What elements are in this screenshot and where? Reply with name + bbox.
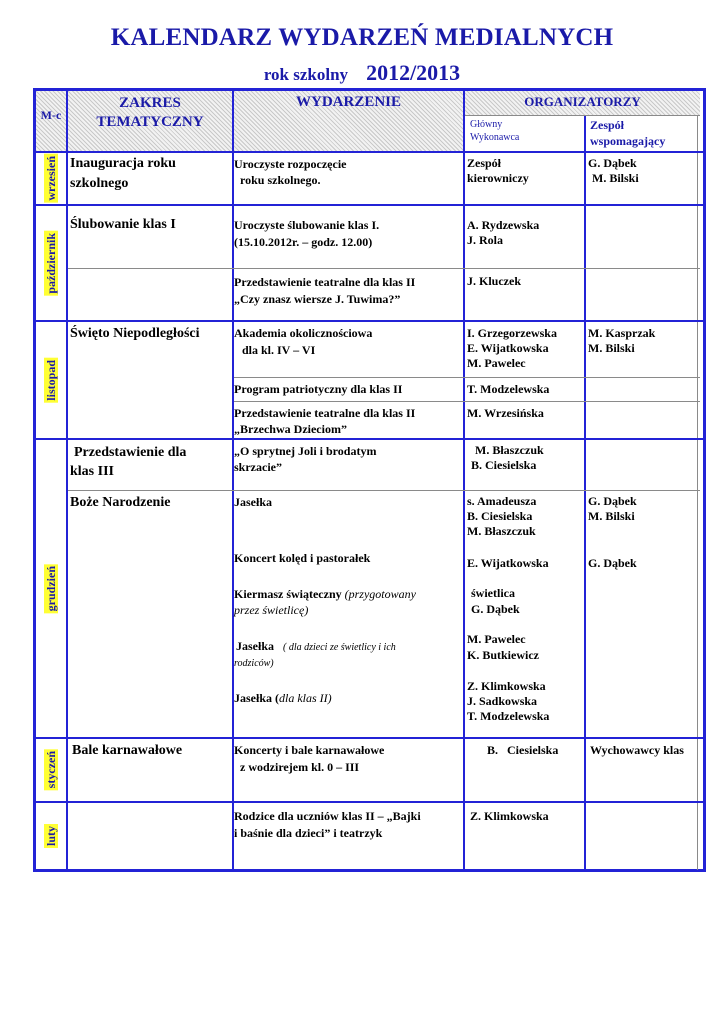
topic-cell: Inauguracja roku szkolnego bbox=[70, 156, 176, 191]
month-label: styczeń bbox=[44, 751, 58, 789]
event-note: przez świetlicę) bbox=[234, 603, 309, 617]
school-year-label: rok szkolny bbox=[263, 65, 349, 84]
event-line: dla kl. IV – VI bbox=[242, 343, 316, 357]
grid-line bbox=[36, 438, 703, 440]
support-team: M. Kasprzak bbox=[588, 326, 656, 340]
main-executor: Z. Klimkowska bbox=[470, 809, 549, 823]
topic-cell: Boże Narodzenie bbox=[70, 495, 171, 510]
event-line: „Brzechwa Dzieciom” bbox=[234, 422, 347, 436]
page-title: KALENDARZ WYDARZEŃ MEDIALNYCH bbox=[110, 24, 614, 51]
support-team: G. Dąbek bbox=[588, 156, 637, 170]
topic-cell: Ślubowanie klas I bbox=[70, 217, 176, 232]
main-executor: M. Pawelec bbox=[467, 356, 526, 370]
header-main-executor: Główny Wykonawca bbox=[470, 119, 520, 143]
event-line: z wodzirejem kl. 0 – III bbox=[240, 760, 360, 774]
main-executor: J. Sadkowska bbox=[467, 694, 538, 708]
event-text: Jasełka bbox=[236, 639, 275, 653]
support-team: G. Dąbek bbox=[588, 494, 637, 508]
main-executor: J. Rola bbox=[467, 233, 503, 247]
support-team: M. Bilski bbox=[592, 171, 639, 185]
topic-cell: Święto Niepodległości bbox=[70, 326, 200, 341]
month-styczen bbox=[38, 739, 64, 801]
main-executor: Z. Klimkowska bbox=[467, 679, 546, 693]
grid-line bbox=[36, 151, 703, 153]
main-executor: A. Rydzewska bbox=[467, 218, 540, 232]
month-grudzien bbox=[38, 440, 64, 737]
month-label: październik bbox=[44, 232, 58, 294]
main-executor: E. Wijatkowska bbox=[467, 341, 549, 355]
main-executor: M. Pawelec bbox=[467, 632, 526, 646]
event-note: dla klas II) bbox=[279, 691, 332, 705]
event-line: Koncerty i bale karnawałowe bbox=[234, 743, 385, 757]
header-support-team: Zespół wspomagający bbox=[590, 118, 666, 148]
main-executor: J. Kluczek bbox=[467, 274, 521, 288]
event-line: Przedstawienie teatralne dla klas II bbox=[234, 406, 416, 420]
event-line bbox=[236, 638, 396, 656]
header-event: WYDARZENIE bbox=[295, 94, 401, 110]
main-executor: B. Ciesielska bbox=[471, 458, 537, 472]
main-executor: kierowniczy bbox=[467, 171, 529, 185]
support-team: M. Bilski bbox=[588, 509, 635, 523]
event-line: roku szkolnego. bbox=[240, 173, 321, 187]
event-line: Program patriotyczny dla klas II bbox=[234, 382, 403, 396]
month-listopad bbox=[38, 322, 64, 438]
event-line: Koncert kolęd i pastorałek bbox=[234, 551, 371, 565]
event-line: Jasełka bbox=[234, 495, 273, 509]
main-executor: M. Wrzesińska bbox=[467, 406, 544, 420]
month-label: grudzień bbox=[44, 565, 58, 612]
main-executor: Zespół bbox=[467, 156, 502, 170]
event-note: rodziców) bbox=[234, 658, 274, 669]
main-executor: s. Amadeusza bbox=[467, 494, 537, 508]
grid-line bbox=[234, 377, 700, 378]
event-line: Rodzice dla uczniów klas II – „Bajki bbox=[234, 809, 421, 823]
support-team: G. Dąbek bbox=[588, 556, 637, 570]
event-line: Uroczyste ślubowanie klas I. bbox=[234, 218, 380, 232]
main-executor: T. Modzelewska bbox=[467, 382, 550, 396]
main-executor: M. Błaszczuk bbox=[467, 524, 536, 538]
main-executor: T. Modzelewska bbox=[467, 709, 550, 723]
grid-line bbox=[36, 320, 703, 322]
month-pazdziernik bbox=[38, 206, 64, 320]
event-note: ( dla dzieci ze świetlicy i ich bbox=[283, 642, 396, 653]
event-line: i baśnie dla dzieci” i teatrzyk bbox=[234, 826, 383, 840]
month-label: luty bbox=[44, 826, 58, 847]
header-topic: ZAKRES TEMATYCZNY bbox=[96, 95, 204, 130]
event-line: Akademia okolicznościowa bbox=[234, 326, 373, 340]
event-line: „Czy znasz wiersze J. Tuwima?” bbox=[234, 292, 401, 306]
event-text: Kiermasz świąteczny bbox=[234, 587, 342, 601]
month-label: listopad bbox=[44, 359, 58, 401]
topic-cell: Bale karnawałowe bbox=[72, 743, 183, 758]
school-year-value: 2012/2013 bbox=[366, 60, 461, 85]
event-line bbox=[234, 690, 332, 706]
event-text: Jasełka ( bbox=[234, 691, 279, 705]
main-executor: B. Ciesielska bbox=[487, 743, 559, 757]
topic-cell: klas III bbox=[70, 464, 114, 479]
school-year bbox=[0, 60, 724, 86]
grid-line bbox=[463, 91, 465, 870]
grid-line bbox=[68, 490, 700, 491]
main-executor: G. Dąbek bbox=[471, 602, 520, 616]
event-note: (przygotowany bbox=[344, 587, 416, 601]
grid-line bbox=[36, 801, 703, 803]
grid-line bbox=[36, 204, 703, 206]
grid-line bbox=[697, 115, 698, 870]
main-executor: I. Grzegorzewska bbox=[467, 326, 557, 340]
main-executor: K. Butkiewicz bbox=[467, 648, 539, 662]
support-team: Wychowawcy klas bbox=[590, 743, 684, 757]
month-label: wrzesień bbox=[44, 156, 58, 201]
month-wrzesien bbox=[38, 153, 64, 204]
grid-line bbox=[584, 115, 586, 870]
main-executor: B. Ciesielska bbox=[467, 509, 533, 523]
event-line: (15.10.2012r. – godz. 12.00) bbox=[234, 235, 373, 249]
main-executor: świetlica bbox=[471, 586, 515, 600]
header-organizers: ORGANIZATORZY bbox=[524, 94, 641, 109]
event-line: Przedstawienie teatralne dla klas II bbox=[234, 275, 416, 289]
grid-line bbox=[465, 115, 700, 116]
event-line: Uroczyste rozpoczęcie bbox=[234, 157, 347, 171]
grid-line bbox=[234, 401, 700, 402]
grid-line bbox=[36, 737, 703, 739]
main-executor: M. Błaszczuk bbox=[475, 443, 544, 457]
topic-cell: Przedstawienie dla bbox=[74, 445, 187, 460]
grid-line bbox=[66, 91, 68, 870]
support-team: M. Bilski bbox=[588, 341, 635, 355]
event-line bbox=[234, 586, 416, 602]
main-executor: E. Wijatkowska bbox=[467, 556, 549, 570]
event-line: skrzacie” bbox=[234, 460, 282, 474]
grid-line bbox=[68, 268, 700, 269]
month-luty bbox=[38, 803, 64, 870]
event-line: „O sprytnej Joli i brodatym bbox=[234, 444, 377, 458]
header-month: M-c bbox=[40, 108, 62, 122]
